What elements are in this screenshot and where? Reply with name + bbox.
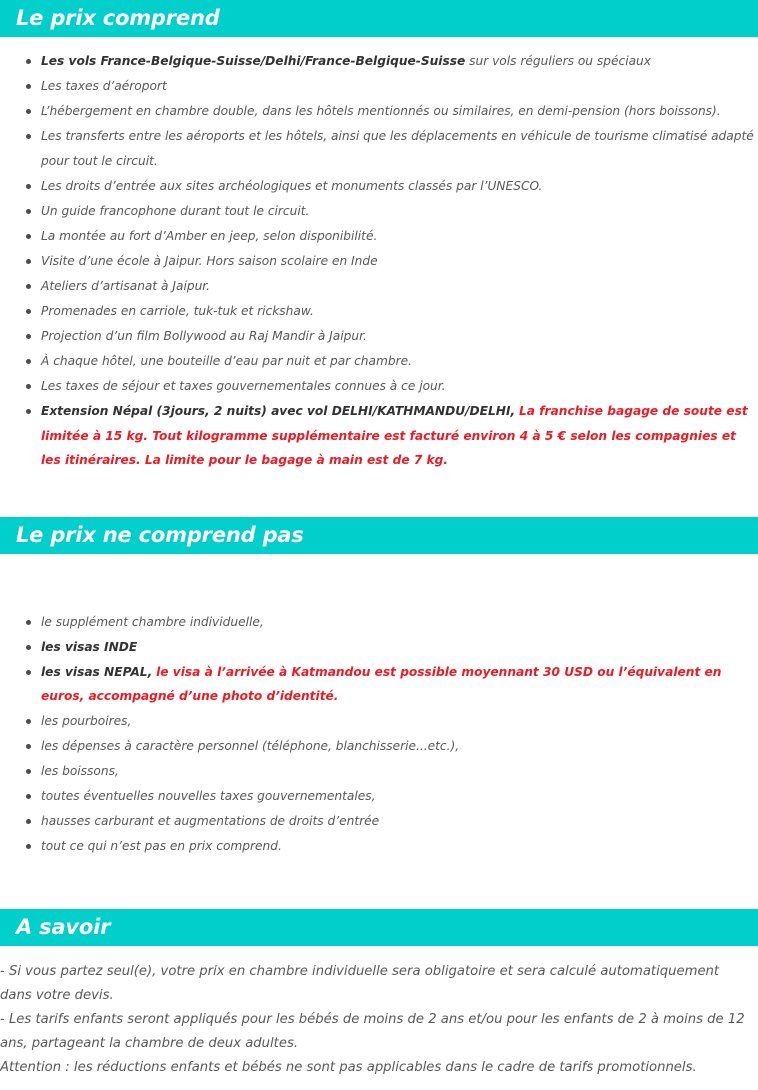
list-item-text: les pourboires, xyxy=(41,713,132,728)
included-list xyxy=(0,49,758,473)
excluded-list-block xyxy=(0,554,758,859)
list-item xyxy=(0,274,758,299)
section-header-le-prix-comprend xyxy=(0,0,758,37)
list-item xyxy=(0,610,758,635)
section-spacer xyxy=(0,859,758,909)
list-item xyxy=(0,249,758,274)
list-item-text: Projection d’un film Bollywood au Raj Mandir à Jaipur. xyxy=(41,329,367,343)
list-item-text: Promenades en carriole, tuk-tuk et rickshaw. xyxy=(41,304,314,318)
list-item xyxy=(0,99,758,124)
notes-block xyxy=(0,946,758,1090)
list-item xyxy=(0,734,758,759)
list-item xyxy=(0,324,758,349)
list-item xyxy=(0,224,758,249)
list-item-text: Visite d’une école à Jaipur. Hors saison scolaire en Inde xyxy=(41,254,378,268)
list-item xyxy=(0,49,758,74)
list-item-text: les dépenses à caractère personnel (téléphone, blanchisserie...etc.), xyxy=(41,738,460,753)
list-item xyxy=(0,809,758,834)
list-item-bold-text: Les vols France-Belgique-Suisse/Delhi/France-Belgique-Suisse xyxy=(41,54,466,68)
list-item xyxy=(0,635,758,660)
list-item-text: Les transferts entre les aéroports et les hôtels, ainsi que les déplacements en véhicule de tourisme climatisé adapté pour tout le circuit. xyxy=(41,129,754,168)
section-header-le-prix-ne-comprend-pas xyxy=(0,517,758,554)
list-item xyxy=(0,399,758,473)
list-item xyxy=(0,374,758,399)
list-item-bold-text: Extension Népal (3jours, 2 nuits) avec vol DELHI/KATHMANDU/DELHI, xyxy=(41,404,516,418)
list-item xyxy=(0,759,758,784)
list-item xyxy=(0,74,758,99)
included-list-block xyxy=(0,37,758,473)
list-item-text: Les taxes de séjour et taxes gouvernementales connues à ce jour. xyxy=(41,379,446,393)
note-paragraph: Attention : les réductions enfants et bébés ne sont pas applicables dans le cadre de tarifs promotionnels. xyxy=(0,1059,697,1075)
excluded-list xyxy=(0,610,758,859)
section-spacer xyxy=(0,473,758,517)
list-item xyxy=(0,174,758,199)
list-item xyxy=(0,124,758,174)
list-item xyxy=(0,834,758,859)
list-item-text: tout ce qui n’est pas en prix comprend. xyxy=(41,838,282,853)
list-item xyxy=(0,299,758,324)
note-paragraph: - Les tarifs enfants seront appliqués pour les bébés de moins de 2 ans et/ou pour les enfants de 2 à moins de 12 ans, partageant la chambre de deux adultes. xyxy=(0,1011,745,1051)
list-item xyxy=(0,660,758,709)
list-item-text: le supplément chambre individuelle, xyxy=(41,614,264,629)
list-item-text: Un guide francophone durant tout le circuit. xyxy=(41,204,310,218)
list-item xyxy=(0,709,758,734)
list-item-bold-text: les visas NEPAL, xyxy=(41,664,153,679)
list-item-text: hausses carburant et augmentations de droits d’entrée xyxy=(41,813,380,828)
list-item-highlight-text: La franchise bagage de soute est limitée à 15 kg. Tout kilogramme supplémentaire est facturé environ 4 à 5 € selon les compagnies et les itinéraires. La limite pour le bagage à main est de 7 kg. xyxy=(41,404,748,467)
section-title: Le prix ne comprend pas xyxy=(16,522,304,547)
list-item-text: toutes éventuelles nouvelles taxes gouvernementales, xyxy=(41,788,376,803)
list-item-bold-text: les visas INDE xyxy=(41,639,138,654)
section-title: Le prix comprend xyxy=(16,6,220,30)
list-item-text: Ateliers d’artisanat à Jaipur. xyxy=(41,279,211,293)
list-item xyxy=(0,199,758,224)
list-item-text: Les droits d’entrée aux sites archéologiques et monuments classés par l’UNESCO. xyxy=(41,179,543,193)
section-title: A savoir xyxy=(16,914,111,939)
note-paragraph: - Si vous partez seul(e), votre prix en chambre individuelle sera obligatoire et sera calculé automatiquement dans votre devis. xyxy=(0,963,720,1003)
list-item xyxy=(0,784,758,809)
section-header-a-savoir xyxy=(0,909,758,946)
list-item-text: les boissons, xyxy=(41,763,119,778)
list-item-text: Les taxes d’aéroport xyxy=(41,79,167,93)
list-item xyxy=(0,349,758,374)
list-item-text: À chaque hôtel, une bouteille d’eau par nuit et par chambre. xyxy=(41,354,412,368)
list-item-highlight-text: le visa à l’arrivée à Katmandou est possible moyennant 30 USD ou l’équivalent en euros, accompagné d’une photo d’identité. xyxy=(41,664,722,703)
list-item-text: L’hébergement en chambre double, dans les hôtels mentionnés ou similaires, en demi-pension (hors boissons). xyxy=(41,104,721,118)
list-item-text: La montée au fort d’Amber en jeep, selon disponibilité. xyxy=(41,229,378,243)
list-item-text: sur vols réguliers ou spéciaux xyxy=(465,54,651,68)
